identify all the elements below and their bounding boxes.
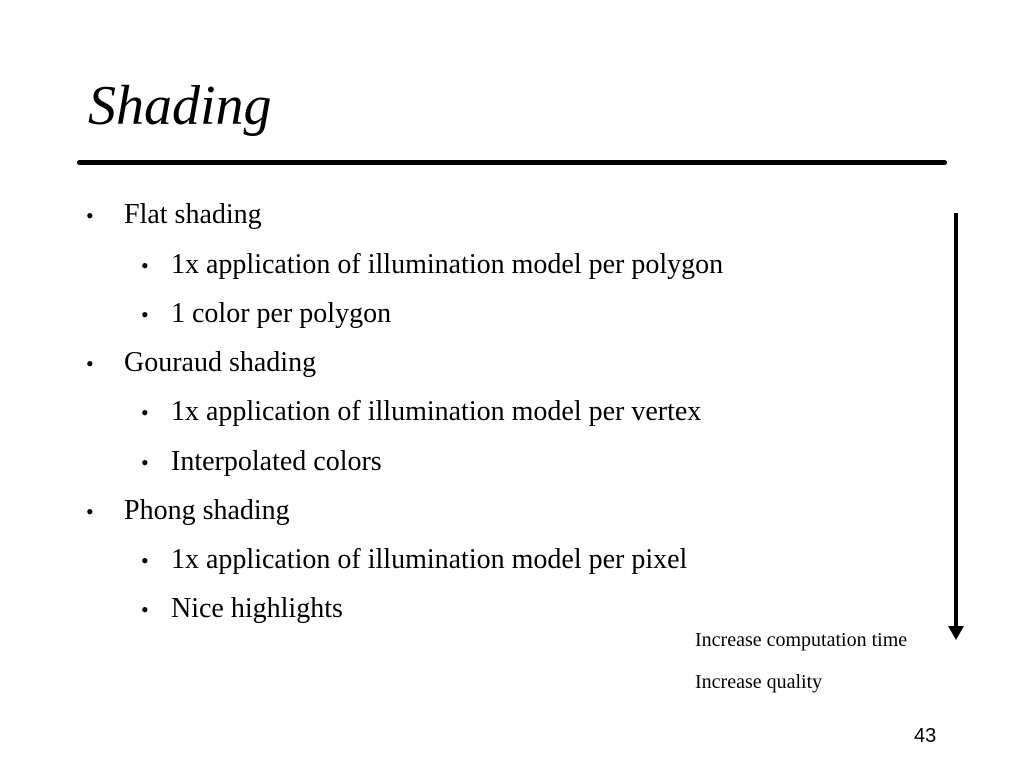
- bullet-icon: •: [141, 450, 149, 475]
- bullet-text: Flat shading: [124, 199, 262, 230]
- note-quality: Increase quality: [695, 671, 823, 693]
- bullet-icon: •: [141, 548, 149, 573]
- bullet-text: Gouraud shading: [124, 347, 317, 378]
- bullet-text: 1x application of illumination model per pixel: [171, 544, 688, 575]
- bullet-text: 1 color per polygon: [171, 298, 392, 329]
- bullet-text: 1x application of illumination model per polygon: [171, 249, 724, 280]
- bullet-item-gouraud-per-vertex: [141, 395, 701, 429]
- page-number: 43: [914, 725, 937, 747]
- bullet-item-gouraud-interpolated: [141, 445, 382, 479]
- bullet-text: Phong shading: [124, 495, 290, 526]
- bullet-text: Interpolated colors: [171, 446, 382, 477]
- bullet-icon: •: [86, 203, 94, 228]
- bullet-icon: •: [86, 499, 94, 524]
- arrow-down-icon: [948, 626, 964, 640]
- bullet-item-phong-shading: [86, 494, 290, 528]
- bullet-item-phong-highlights: [141, 592, 343, 626]
- bullet-icon: •: [141, 253, 149, 278]
- note-computation-time: Increase computation time: [695, 629, 908, 651]
- bullet-item-flat-color: [141, 297, 391, 331]
- bullet-icon: •: [141, 400, 149, 425]
- bullet-icon: •: [141, 302, 149, 327]
- bullet-icon: •: [86, 351, 94, 376]
- slide-title: Shading: [88, 75, 272, 137]
- bullet-item-flat-per-polygon: [141, 248, 723, 282]
- bullet-icon: •: [141, 597, 149, 622]
- bullet-item-phong-per-pixel: [141, 543, 687, 577]
- bullet-item-gouraud-shading: [86, 346, 316, 380]
- title-underline: [77, 160, 947, 165]
- bullet-item-flat-shading: [86, 198, 262, 232]
- bullet-text: 1x application of illumination model per vertex: [171, 396, 702, 427]
- arrow-down-line: [954, 213, 958, 630]
- bullet-text: Nice highlights: [171, 593, 343, 624]
